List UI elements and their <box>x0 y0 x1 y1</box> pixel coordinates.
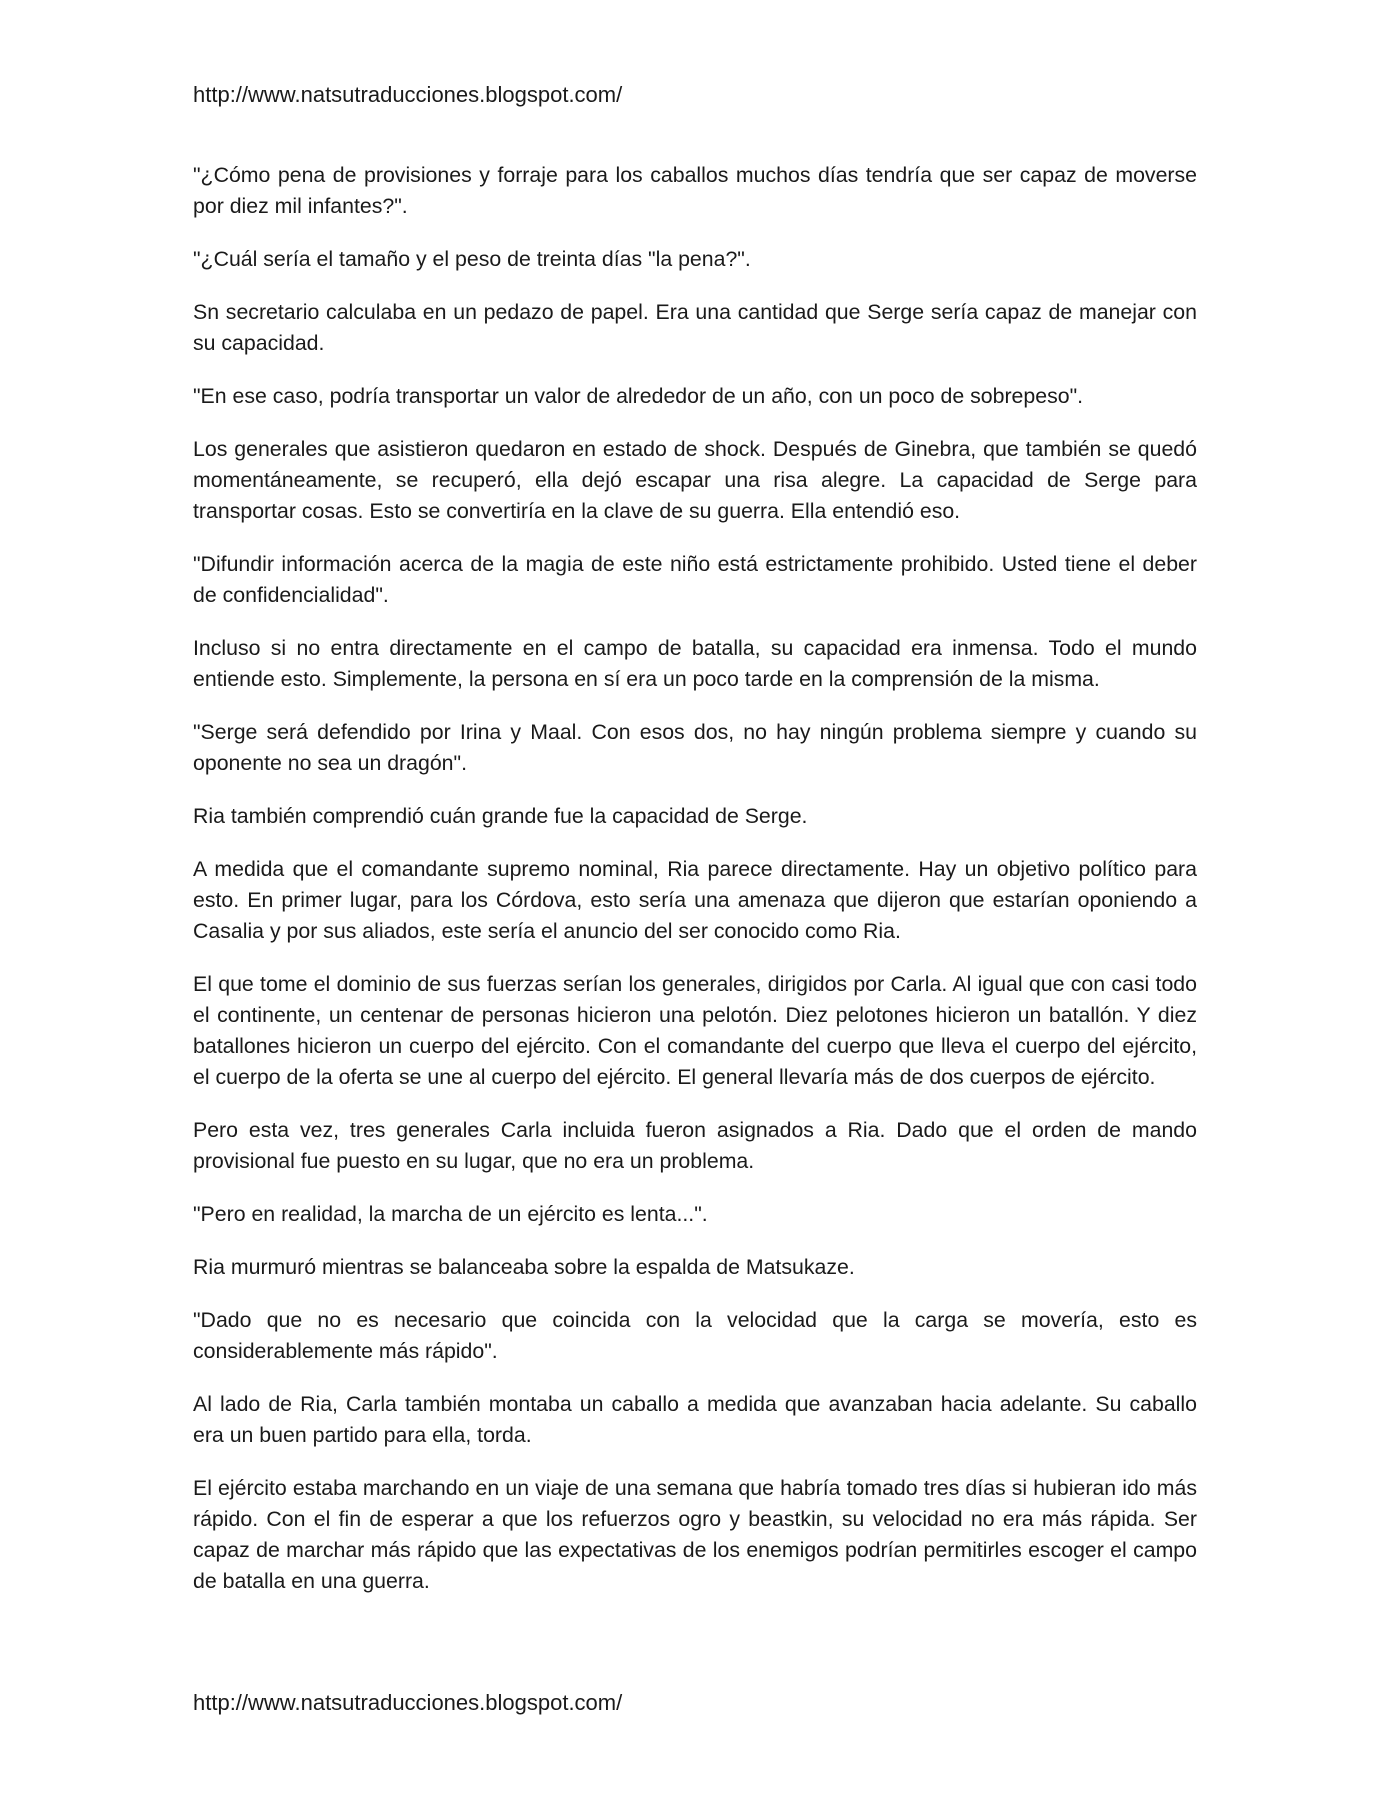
paragraph: "Difundir información acerca de la magia de este niño está estrictamente prohibido. Usted tiene el deber de confidencialidad". <box>193 552 1197 607</box>
paragraph: "Pero en realidad, la marcha de un ejército es lenta...". <box>193 1202 708 1226</box>
paragraph: Ria murmuró mientras se balanceaba sobre la espalda de Matsukaze. <box>193 1255 855 1279</box>
paragraph: "¿Cuál sería el tamaño y el peso de treinta días "la pena?". <box>193 247 751 271</box>
document-body <box>193 160 1197 1619</box>
paragraph: Al lado de Ria, Carla también montaba un caballo a medida que avanzaban hacia adelante. Su caballo era un buen partido para ella, torda. <box>193 1392 1197 1447</box>
paragraph: Incluso si no entra directamente en el campo de batalla, su capacidad era inmensa. Todo el mundo entiende esto. Simplemente, la persona en sí era un poco tarde en la comprensión de la misma. <box>193 636 1197 691</box>
paragraph: El ejército estaba marchando en un viaje de una semana que habría tomado tres días si hubieran ido más rápido. Con el fin de esperar a que los refuerzos ogro y beastkin, su velocidad no era más rápida. Ser capaz de marchar más rápido que las expectativas de los enemigos podrían permitirles escoger el campo de batalla en una guerra. <box>193 1476 1197 1593</box>
paragraph: "Dado que no es necesario que coincida con la velocidad que la carga se movería, esto es considerablemente más rápido". <box>193 1308 1197 1363</box>
paragraph: Pero esta vez, tres generales Carla incluida fueron asignados a Ria. Dado que el orden de mando provisional fue puesto en su lugar, que no era un problema. <box>193 1118 1197 1173</box>
paragraph: "Serge será defendido por Irina y Maal. Con esos dos, no hay ningún problema siempre y cuando su oponente no sea un dragón". <box>193 720 1197 775</box>
header-url: http://www.natsutraducciones.blogspot.com/ <box>193 82 623 107</box>
paragraph: A medida que el comandante supremo nominal, Ria parece directamente. Hay un objetivo político para esto. En primer lugar, para los Córdova, esto sería una amenaza que dijeron que estarían oponiendo a Casalia y por sus aliados, este sería el anuncio del ser conocido como Ria. <box>193 857 1197 943</box>
paragraph: Ria también comprendió cuán grande fue la capacidad de Serge. <box>193 804 808 828</box>
paragraph: Los generales que asistieron quedaron en estado de shock. Después de Ginebra, que también se quedó momentáneamente, se recuperó, ella dejó escapar una risa alegre. La capacidad de Serge para transportar cosas. Esto se convertiría en la clave de su guerra. Ella entendió eso. <box>193 437 1197 523</box>
paragraph: "¿Cómo pena de provisiones y forraje para los caballos muchos días tendría que ser capaz de moverse por diez mil infantes?". <box>193 163 1197 218</box>
paragraph: El que tome el dominio de sus fuerzas serían los generales, dirigidos por Carla. Al igual que con casi todo el continente, un centenar de personas hicieron una pelotón. Diez pelotones hicieron un batallón. Y diez batallones hicieron un cuerpo del ejército. Con el comandante del cuerpo que lleva el cuerpo del ejército, el cuerpo de la oferta se une al cuerpo del ejército. El general llevaría más de dos cuerpos de ejército. <box>193 972 1197 1089</box>
footer-url: http://www.natsutraducciones.blogspot.com/ <box>193 1690 623 1715</box>
paragraph: Sn secretario calculaba en un pedazo de papel. Era una cantidad que Serge sería capaz de manejar con su capacidad. <box>193 300 1197 355</box>
paragraph: "En ese caso, podría transportar un valor de alrededor de un año, con un poco de sobrepeso". <box>193 384 1084 408</box>
